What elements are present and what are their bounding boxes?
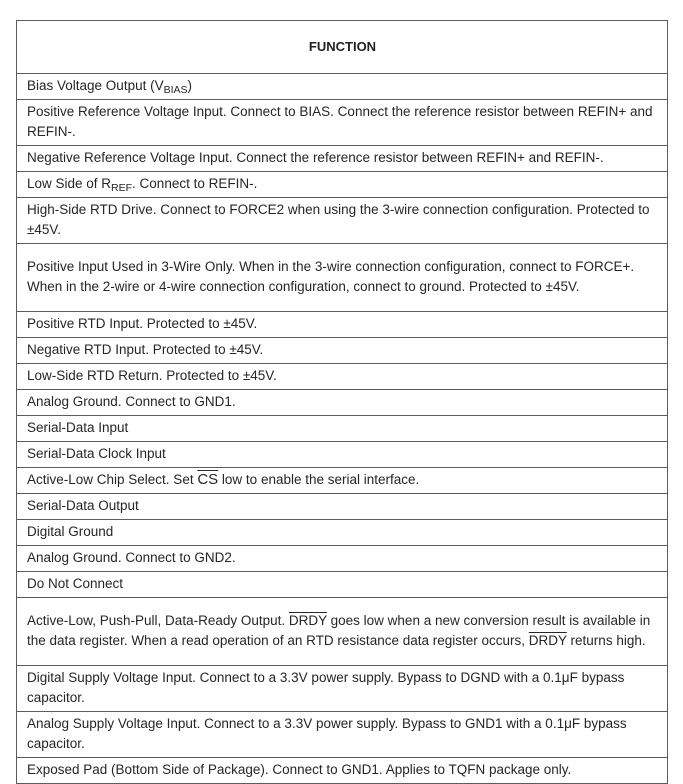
table-row (17, 572, 668, 598)
function-text: Exposed Pad (Bottom Side of Package). Connect to GND1. Applies to TQFN package only. (27, 762, 572, 777)
function-text: Serial-Data Input (27, 420, 129, 435)
function-cell (17, 598, 668, 666)
table-row (17, 146, 668, 172)
function-text: Low-Side RTD Return. Protected to ±45V. (27, 368, 277, 383)
function-text: Analog Supply Voltage Input. Connect to a 3.3V power supply. Bypass to GND1 with a 0.1μF bypass capacitor. (27, 716, 627, 751)
active-low-signal-name: DRDY (528, 633, 567, 648)
function-cell (17, 712, 668, 758)
function-text: High-Side RTD Drive. Connect to FORCE2 when using the 3-wire connection configuration. Protected to ±45V. (27, 202, 650, 237)
function-text: returns high. (566, 633, 646, 648)
table-row (17, 546, 668, 572)
function-column-header: FUNCTION (17, 21, 668, 74)
table-row (17, 244, 668, 312)
function-text: Positive Input Used in 3-Wire Only. When in the 3-wire connection configuration, connect to FORCE+. When in the 2-wire or 4-wire connection configuration, connect to ground. Protected to ±45V. (27, 259, 635, 294)
function-text: . Connect to REFIN-. (132, 176, 258, 191)
function-text: Analog Ground. Connect to GND2. (27, 550, 236, 565)
function-text: Do Not Connect (27, 576, 124, 591)
function-cell (17, 758, 668, 784)
function-cell (17, 468, 668, 494)
function-cell (17, 312, 668, 338)
function-text: Active-Low, Push-Pull, Data-Ready Output. (27, 613, 289, 628)
function-cell (17, 520, 668, 546)
table-row (17, 74, 668, 100)
function-text: Bias Voltage Output (V (27, 78, 164, 93)
function-text: Positive Reference Voltage Input. Connect to BIAS. Connect the reference resistor between REFIN+ and REFIN-. (27, 104, 653, 139)
function-cell (17, 494, 668, 520)
function-cell (17, 338, 668, 364)
table-row (17, 442, 668, 468)
function-text: Digital Ground (27, 524, 114, 539)
function-cell (17, 172, 668, 198)
table-row (17, 468, 668, 494)
function-cell (17, 416, 668, 442)
header-row (17, 21, 668, 74)
subscript-text: REF (111, 182, 133, 194)
table-row (17, 364, 668, 390)
function-text: Negative RTD Input. Protected to ±45V. (27, 342, 264, 357)
function-cell (17, 572, 668, 598)
function-cell (17, 666, 668, 712)
function-cell (17, 74, 668, 100)
table-row (17, 666, 668, 712)
function-table-body (17, 74, 668, 784)
function-text: ) (187, 78, 193, 93)
table-row (17, 494, 668, 520)
function-cell (17, 198, 668, 244)
table-row (17, 100, 668, 146)
function-cell (17, 364, 668, 390)
function-text: Negative Reference Voltage Input. Connect the reference resistor between REFIN+ and REFIN-. (27, 150, 604, 165)
table-row (17, 390, 668, 416)
function-cell (17, 100, 668, 146)
function-text: Low Side of R (27, 176, 112, 191)
table-row (17, 598, 668, 666)
function-text: Analog Ground. Connect to GND1. (27, 394, 236, 409)
table-row (17, 416, 668, 442)
function-text: goes low when a new conversion result is available in the data register. When a read operation of an RTD resistance data register occurs, (27, 613, 651, 648)
function-cell (17, 442, 668, 468)
function-cell (17, 146, 668, 172)
table-row (17, 172, 668, 198)
function-text: Active-Low Chip Select. Set (27, 472, 198, 487)
function-text: Digital Supply Voltage Input. Connect to a 3.3V power supply. Bypass to DGND with a 0.1μF bypass capacitor. (27, 670, 625, 705)
table-row (17, 198, 668, 244)
function-text: Serial-Data Output (27, 498, 139, 513)
function-cell (17, 244, 668, 312)
function-text: Serial-Data Clock Input (27, 446, 166, 461)
pin-function-table (16, 20, 668, 784)
active-low-signal-name: DRDY (288, 613, 327, 628)
function-text: low to enable the serial interface. (218, 472, 420, 487)
table-row (17, 712, 668, 758)
table-row (17, 338, 668, 364)
function-text: Positive RTD Input. Protected to ±45V. (27, 316, 258, 331)
table-row (17, 758, 668, 784)
function-cell (17, 546, 668, 572)
table-row (17, 312, 668, 338)
table-row (17, 520, 668, 546)
function-cell (17, 390, 668, 416)
subscript-text: BIAS (163, 84, 188, 96)
active-low-signal-name: $\overline{CS}$ (197, 471, 219, 488)
